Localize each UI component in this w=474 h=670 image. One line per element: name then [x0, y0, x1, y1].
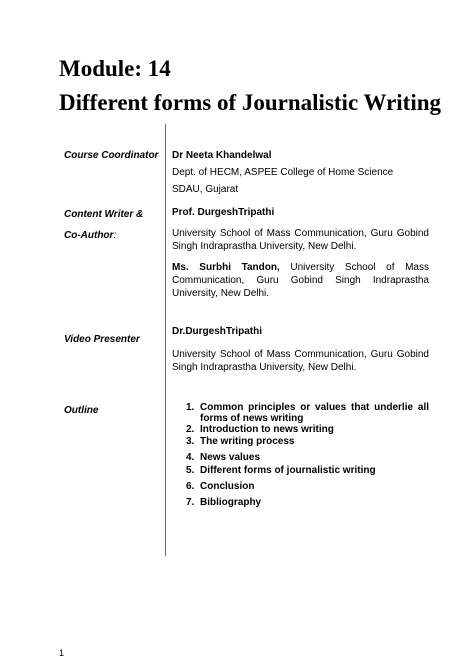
outline-item-text: Common principles or values that underlie all forms of news writing	[200, 402, 429, 424]
document-title: Different forms of Journalistic Writing	[59, 90, 442, 115]
outline-item-text: Bibliography	[200, 497, 262, 508]
outline-item-text: News values	[200, 452, 261, 463]
outline-item-number: 3.	[186, 436, 195, 447]
writer-name: Prof. DurgeshTripathi	[172, 207, 275, 218]
outline-item	[172, 436, 429, 447]
label-outline: Outline	[64, 405, 99, 416]
outline-item-number: 2.	[186, 424, 195, 435]
outline-item-text: Different forms of journalistic writing	[200, 465, 376, 476]
outline-item-number: 6.	[186, 481, 195, 492]
presenter-block	[172, 325, 429, 374]
label-video-presenter: Video Presenter	[64, 334, 140, 345]
outline-item-text: Conclusion	[200, 481, 255, 492]
outline-item-number: 7.	[186, 497, 195, 508]
outline-item-text: The writing process	[200, 436, 295, 447]
coauthor-paragraph	[172, 261, 429, 300]
outline-item	[172, 402, 429, 424]
coordinator-institution: SDAU, Gujarat	[172, 184, 239, 195]
outline-item	[172, 424, 429, 435]
outline-list	[172, 402, 429, 508]
outline-item	[172, 481, 429, 492]
writer-block	[172, 206, 429, 300]
page-number: 1	[59, 648, 65, 658]
outline-item	[172, 497, 429, 508]
outline-item-text: Introduction to news writing	[200, 424, 334, 435]
outline-item-number: 4.	[186, 452, 195, 463]
label-content-writer: Content Writer &	[64, 209, 144, 220]
coauthor-affiliation: University School of Mass Communication, Guru Gobind Singh Indraprastha University, New Delhi.	[172, 262, 429, 299]
label-co-author-colon: :	[113, 230, 117, 241]
label-course-coordinator: Course Coordinator	[64, 150, 159, 161]
coauthor-name: Ms. Surbhi Tandon,	[172, 262, 280, 273]
presenter-name: Dr.DurgeshTripathi	[172, 326, 263, 337]
presenter-affiliation: University School of Mass Communication, Guru Gobind Singh Indraprastha University, New Delhi.	[172, 349, 429, 373]
label-co-author	[64, 230, 116, 241]
outline-item	[172, 452, 429, 463]
outline-item	[172, 465, 429, 476]
label-co-author-text: Co-Author	[64, 230, 114, 241]
column-divider	[165, 124, 166, 556]
module-title: Module: 14	[59, 56, 171, 81]
coordinator-block	[172, 149, 429, 196]
outline-item-number: 5.	[186, 465, 195, 476]
coordinator-name: Dr Neeta Khandelwal	[172, 150, 272, 161]
coordinator-dept: Dept. of HECM, ASPEE College of Home Science	[172, 167, 394, 178]
writer-affiliation: University School of Mass Communication, Guru Gobind Singh Indraprastha University, New Delhi.	[172, 228, 429, 252]
outline-item-number: 1.	[186, 402, 195, 413]
